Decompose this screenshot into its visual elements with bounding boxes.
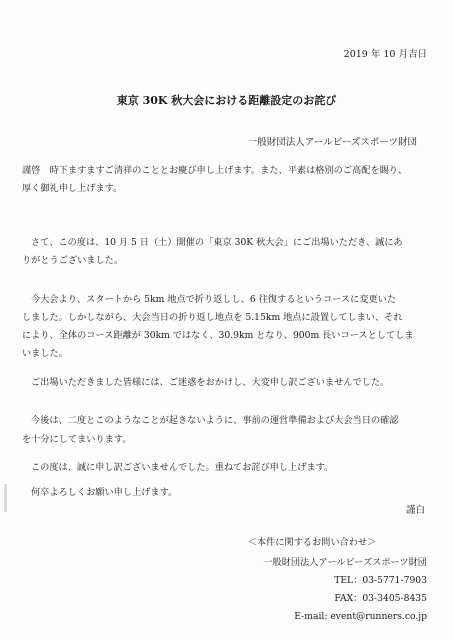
paragraph-line: さて、この度は、10 月 5 日（土）開催の「東京 30K 秋大会」にご出場いただき、誠にあ xyxy=(31,237,403,248)
letter-title: 東京 30K 秋大会における距離設定のお詫び xyxy=(116,94,337,107)
paragraph-line: により、全体のコース距離が 30km ではなく、30.9km となり、900m 長いコースとしてしま xyxy=(22,330,414,341)
paragraph-regards xyxy=(22,484,432,502)
letter-date: 2019 年 10 月吉日 xyxy=(343,49,427,60)
scan-artifact xyxy=(4,484,7,512)
paragraph-thanks xyxy=(22,234,432,270)
contact-fax: FAX：03-3405-8435 xyxy=(334,593,427,604)
contact-organization: 一般財団法人アールビーズスポーツ財団 xyxy=(263,557,427,568)
paragraph-line: 何卒よろしくお願い申し上げます。 xyxy=(31,487,178,498)
paragraph-greeting xyxy=(22,162,432,198)
contact-heading: ＜本件に関するお問い合わせ＞ xyxy=(247,537,377,548)
closing-word: 謹白 xyxy=(405,505,425,516)
paragraph-line: 厚く御礼申し上げます。 xyxy=(22,183,123,194)
paragraph-line: 今大会より、スタートから 5km 地点で折り返しし、6 往復するというコースに変更いた xyxy=(31,294,397,305)
paragraph-apology xyxy=(22,374,432,392)
contact-tel: TEL：03-5771-7903 xyxy=(334,575,427,586)
paragraph-final-apology xyxy=(22,459,432,477)
paragraph-line: りがとうございました。 xyxy=(22,255,124,266)
paragraph-line: 今後は、二度とこのようなことが起きないように、事前の運営準備および大会当日の確認 xyxy=(31,415,399,426)
paragraph-line: この度は、誠に申し訳ございませんでした。重ねてお詫び申し上げます。 xyxy=(31,462,334,473)
paragraph-prevention xyxy=(22,412,432,430)
paragraph-line: しました。しかしながら、大会当日の折り返し地点を 5.15km 地点に設置してしまい、それ xyxy=(22,312,403,323)
contact-email-link[interactable]: E-mail: event@runners.co.jp xyxy=(294,611,427,622)
paragraph-line: を十分にしてまいります。 xyxy=(22,434,132,445)
paragraph-line: 謹啓 時下ますますご清祥のこととお慶び申し上げます。また、平素は格別のご高配を賜り、 xyxy=(22,165,408,176)
paragraph-line: ご出場いただきました皆様には、ご迷惑をおかけし、大変申し訳ございませんでした。 xyxy=(31,377,390,388)
contact-block xyxy=(197,534,427,626)
paragraph-line: いました。 xyxy=(22,348,68,359)
sender-organization: 一般財団法人アールビーズスポーツ財団 xyxy=(247,137,417,148)
paragraph-explanation xyxy=(22,291,432,363)
paragraph-prevention-cont xyxy=(22,431,432,449)
